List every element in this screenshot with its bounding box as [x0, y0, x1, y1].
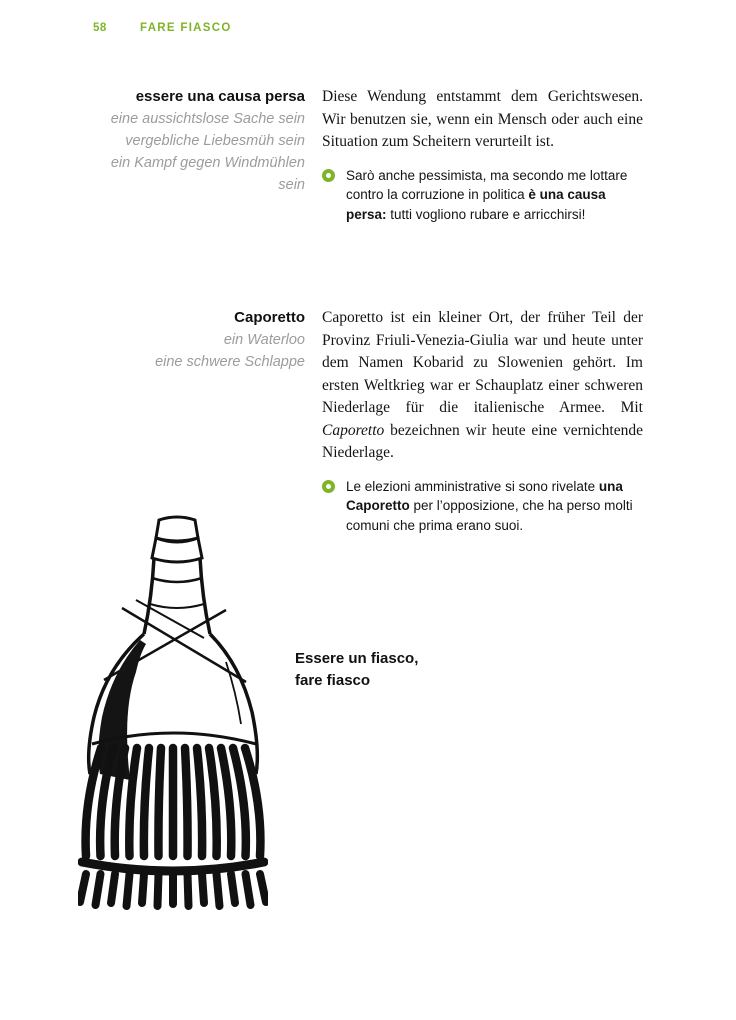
translation-line: eine aussichtslose Sache sein [110, 111, 305, 127]
entry-body-column [322, 307, 643, 535]
page-number: 58 [93, 22, 107, 34]
translation-line: ein Kampf gegen Windmühlen sein [110, 155, 305, 193]
example-bullet-icon [322, 169, 335, 182]
translation-line: eine schwere Schlappe [155, 354, 305, 370]
fiasco-bottle-illustration [78, 512, 268, 912]
example-block [322, 477, 643, 536]
example-block [322, 166, 643, 225]
page-header [93, 22, 232, 34]
headword: Caporetto [234, 309, 305, 326]
entry-headword-column [85, 307, 305, 373]
headword: essere una causa persa [135, 88, 305, 105]
entry-body-column [322, 86, 643, 224]
illustration-caption [295, 648, 418, 692]
example-bullet-icon [322, 480, 335, 493]
translation-line: ein Waterloo [223, 332, 305, 348]
explanation-text: Diese Wendung entstammt dem Gerichtswesen. Wir benutzen sie, wenn ein Mensch oder auch eine Situation zum Scheitern verurteilt ist. [322, 88, 643, 150]
example-text: Le elezioni amministrative si sono rivelate una Caporetto per l’opposizione, che ha perso molti comuni che prima erano suoi. [346, 478, 633, 533]
caption-line: fare fiasco [295, 672, 371, 689]
example-text: Sarò anche pessimista, ma secondo me lottare contro la corruzione in politica è una causa persa: tutti vogliono rubare e arricchirsi! [346, 167, 628, 222]
entry-causa-persa [85, 86, 645, 224]
entry-caporetto [85, 307, 645, 535]
chapter-title: FARE FIASCO [140, 22, 232, 34]
translation-line: vergebliche Liebesmüh sein [125, 133, 305, 149]
caption-line: Essere un fiasco, [295, 650, 419, 667]
fiasco-bottle-drawing [78, 512, 268, 912]
explanation-text: Caporetto ist ein kleiner Ort, der früher Teil der Provinz Friuli-Venezia-Giulia war und heute unter dem Namen Kobarid zu Slowenien gehört. Im ersten Weltkrieg war er Schauplatz einer schweren Niederlage für die italienische Armee. Mit Caporetto bezeichnen wir heute eine vernichtende Niederlage. [322, 309, 643, 461]
entry-headword-column [85, 86, 305, 196]
